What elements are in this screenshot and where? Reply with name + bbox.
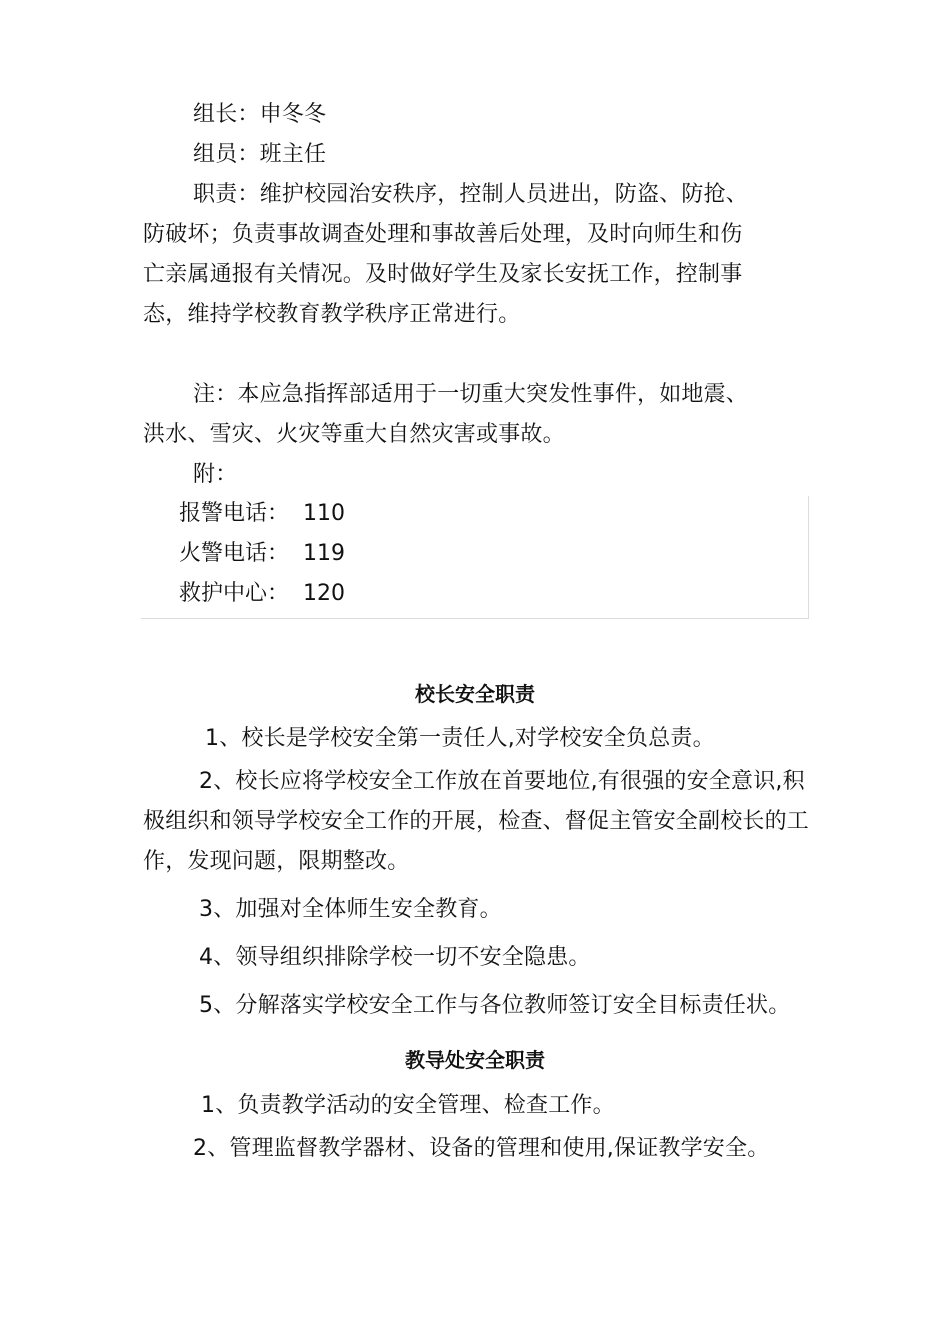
phone-number: 120	[303, 581, 345, 606]
academic-duty-item: 2、管理监督教学器材、设备的管理和使用,保证教学安全。	[193, 1136, 770, 1161]
phone-number: 119	[303, 541, 345, 566]
principal-duty-item: 3、加强对全体师生安全教育。	[199, 897, 502, 922]
emergency-phone-table	[141, 496, 809, 619]
principal-duty-item: 极组织和领导学校安全工作的开展，检查、督促主管安全副校长的工	[143, 809, 810, 834]
principal-duty-item: 1、校长是学校安全第一责任人,对学校安全负总责。	[205, 726, 715, 751]
principal-duties-heading: 校长安全职责	[415, 682, 535, 706]
phone-label: 报警电话：	[179, 501, 290, 526]
phone-number: 110	[303, 501, 345, 526]
phone-row-ambulance	[179, 580, 345, 608]
phone-row-police	[179, 500, 345, 528]
duty-text-line: 防破坏；负责事故调查处理和事故善后处理，及时向师生和伤	[143, 222, 743, 247]
duty-text-line: 职责：维护校园治安秩序，控制人员进出，防盗、防抢、	[193, 182, 749, 207]
duty-text-line: 态，维持学校教育教学秩序正常进行。	[143, 302, 521, 327]
team-members-line: 组员：班主任	[193, 142, 327, 167]
principal-duty-item: 2、校长应将学校安全工作放在首要地位,有很强的安全意识,积	[199, 769, 805, 794]
principal-duty-item: 作，发现问题，限期整改。	[143, 849, 410, 874]
academic-office-duties-heading: 教导处安全职责	[405, 1048, 545, 1072]
appendix-label: 附：	[193, 462, 238, 487]
duty-text-line: 亡亲属通报有关情况。及时做好学生及家长安抚工作，控制事	[143, 262, 743, 287]
phone-label: 火警电话：	[179, 541, 290, 566]
note-line: 洪水、雪灾、火灾等重大自然灾害或事故。	[143, 422, 565, 447]
phone-row-fire	[179, 540, 345, 568]
principal-duty-item: 5、分解落实学校安全工作与各位教师签订安全目标责任状。	[199, 993, 791, 1018]
principal-duty-item: 4、领导组织排除学校一切不安全隐患。	[199, 945, 591, 970]
team-leader-line: 组长：申冬冬	[193, 102, 327, 127]
academic-duty-item: 1、负责教学活动的安全管理、检查工作。	[201, 1093, 615, 1118]
note-line: 注：本应急指挥部适用于一切重大突发性事件，如地震、	[193, 382, 749, 407]
phone-label: 救护中心：	[179, 581, 290, 606]
